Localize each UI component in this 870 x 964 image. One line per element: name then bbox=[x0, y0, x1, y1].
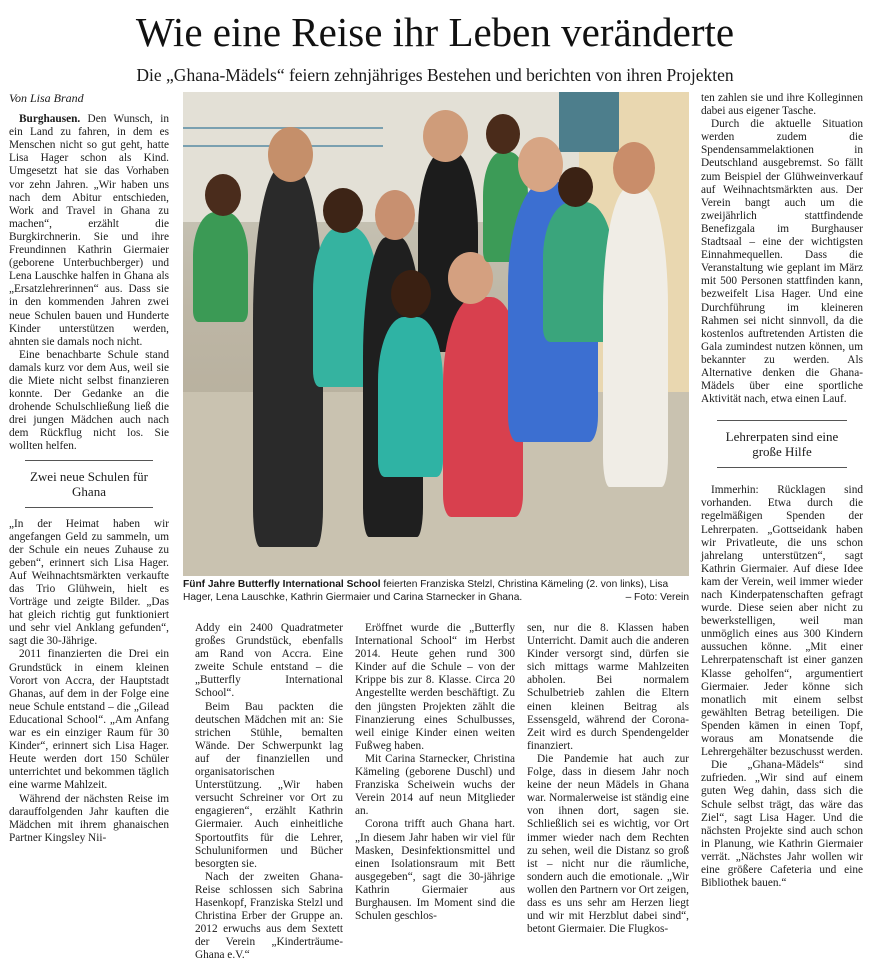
photo-person-head bbox=[375, 190, 415, 240]
photo-child-head bbox=[205, 174, 241, 216]
paragraph: Immerhin: Rücklagen sind vorhanden. Etwa durch die regelmäßigen Spenden der Lehrerpaten. „Gottseidank haben wir Privatleute, die uns schon jahrelang unterstützen“, sagt Kathrin Giermaier. Auf diese Idee kam der Verein, weil immer wieder nach Kinderpatenschaften gefragt wurde. Diese seien aber nicht zu bewerkstelligen, weil man unmöglich eines aus 300 Kindern aussuchen könne. „Mit einer Lehrerpatenschaft ist einer ganzen Klasse geholfen“, argumentiert Giermaier. Jeder könne sich monatlich mit einem selbst gewählten Betrag beteiligen. Die Spenden kämen in einen Topf, woraus am Monatsende die Lehrergehälter bezuschusst werden. bbox=[701, 484, 863, 759]
photo-person-head bbox=[518, 137, 563, 192]
paragraph: Durch die aktuelle Situation werden zudem die Spendensammelaktionen in Deutschland ausgebremst. So fällt zum Beispiel der Glühweinverkauf auf Weihnachtsmärkten aus. Der Verein bangt auch um die zweijährlich stattfindende Benefizgala im Burghauser Stadtsaal – eine der wichtigsten Einnahmequellen. Dass die Veranstaltung wie geplant im März mit 500 Personen stattfinden kann, bezweifelt Lisa Hager. Und eine Durchführung im kleineren Rahmen sei nicht sinnvoll, da die kostenlos auftretenden Artisten die Gala zumindest nutzen können, um bekannter zu werden. Als Alternative denken die Ghana-Mädels über eine sportliche Aktivität nach, etwa einen Lauf. bbox=[701, 118, 863, 406]
column-5 bbox=[701, 92, 863, 890]
photo-person bbox=[603, 187, 668, 487]
photo-child-head bbox=[558, 167, 593, 207]
photo-child-head bbox=[391, 270, 431, 318]
paragraph: ten zahlen sie und ihre Kolleginnen dabei aus eigener Tasche. bbox=[701, 92, 863, 118]
paragraph: Mit Carina Starnecker, Christina Kämeling (geborene Duschl) und Franziska Scheiwein wuchs der Verein 2014 auf neun Mitglieder an. bbox=[355, 752, 515, 818]
paragraph: Addy ein 2400 Quadratmeter großes Grundstück, ebenfalls am Rand von Accra. Eine zweite Schule entstand – die „Butterfly International School“. bbox=[195, 622, 343, 700]
column-2 bbox=[195, 622, 343, 962]
caption-text: feierten Franziska Stelzl, Christina Kämeling (2. von links), Lisa Hager, Lena Lauschke, Kathrin Giermaier und Carina Starnecker in Ghana. bbox=[183, 579, 669, 603]
lead-paragraph bbox=[9, 113, 169, 349]
photo-window bbox=[559, 92, 619, 152]
column-1 bbox=[9, 92, 169, 845]
intertitle-1: Zwei neue Schulen für Ghana bbox=[25, 460, 153, 508]
photo-caption bbox=[183, 578, 689, 604]
dateline: Burghausen. bbox=[19, 113, 81, 126]
photo-child-head bbox=[323, 188, 363, 233]
photo-child bbox=[193, 212, 248, 322]
photo-credit: – Foto: Verein bbox=[625, 592, 689, 603]
byline: Von Lisa Brand bbox=[9, 91, 84, 105]
photo-child bbox=[378, 317, 443, 477]
headline: Wie eine Reise ihr Leben veränderte bbox=[135, 9, 735, 55]
photo-person-head bbox=[613, 142, 655, 194]
article-photo bbox=[183, 92, 689, 576]
photo-child-head bbox=[486, 114, 520, 154]
subheadline: Die „Ghana-Mädels“ feiern zehnjähriges Bestehen und berichten von ihren Projekten bbox=[136, 65, 734, 85]
paragraph: Die Pandemie hat auch zur Folge, dass in diesem Jahr noch keine der neun Mädels in Ghana war. Normalerweise ist ständig eine von ihnen dort, sagen sie. Schließlich sei es wichtig, vor Ort immer wieder nach dem Rechten zu sehen, weil die Distanz so groß ist – nicht nur die räumliche, sondern auch die emotionale. „Wir wollen den Partnern vor Ort zeigen, dass es uns sehr am Herzen liegt und wir mit Herzblut dabei sind“, betont Giermaier. Die Flugkos- bbox=[527, 752, 689, 936]
paragraph: „In der Heimat haben wir angefangen Geld zu sammeln, um der Schule ein neues Zuhause zu geben“, erinnert sich Lisa Hager. Auf Weihnachtsmärkten verkaufte das Trio Glühwein, hielt es Vorträge und zeigte Bilder. „Das hat gleich richtig gut funktioniert und sehr viel Anklang gefunden“, sagt die 30-Jährige. bbox=[9, 517, 169, 648]
paragraph: Beim Bau packten die deutschen Mädchen mit an: Sie strichen Stühle, bemalten Wände. Der Schwerpunkt lag auf der finanziellen und organisatorischen Unterstützung. „Wir haben versucht Schreiner vor Ort zu engagieren“, erzählt Kathrin Giermaier. Auch einheitliche Sportoutfits für die Lehrer, Schuluniformen und Bücher besorgten sie. bbox=[195, 700, 343, 870]
intertitle-2: Lehrerpaten sind eine große Hilfe bbox=[717, 420, 847, 468]
column-4 bbox=[527, 622, 689, 936]
paragraph: Während der nächsten Reise im darauffolgenden Jahr kauften die Mädchen mit ihrem ghanaischen Partner Kingsley Nii- bbox=[9, 792, 169, 844]
paragraph: Corona trifft auch Ghana hart. „In diesem Jahr haben wir viel für Masken, Desinfektionsmittel und einen Isolationsraum mit Bett ausgegeben“, sagt die 30-jährige Kathrin Giermaier aus Burghausen. Im Moment sind die Schulen geschlos- bbox=[355, 818, 515, 923]
caption-title: Fünf Jahre Butterfly International School bbox=[183, 579, 381, 590]
column-3 bbox=[355, 622, 515, 923]
paragraph: Die „Ghana-Mädels“ sind zufrieden. „Wir sind auf einem guten Weg dahin, dass sich die Schule selbst trägt, das wäre das Ziel“, sagt Lisa Hager. Und die nächsten Projekte sind auch schon in Planung, wie Kathrin Giermaier verrät. „Nächstes Jahr wollen wir eine größere Cafeteria und eine Bibliothek bauen.“ bbox=[701, 759, 863, 890]
paragraph: Nach der zweiten Ghana-Reise schlossen sich Sabrina Hasenkopf, Franziska Stelzl und Christina Erber der Gruppe an. 2012 erwuchs aus dem Sextett der Verein „Kinderträume-Ghana e.V.“ bbox=[195, 870, 343, 962]
paragraph: 2011 finanzierten die Drei ein Grundstück in einem kleinen Vorort von Accra, der Hauptstadt Ghanas, auf dem in der Folge eine neue Schule entstand – die „Gilead Educational School“. „Am Anfang war es ein einziger Raum für 30 Kinder“, erinnert sich Lisa Hager. Heute werden dort 150 Schüler unterrichtet und bekommen täglich eine warme Mahlzeit. bbox=[9, 648, 169, 792]
paragraph-text: Den Wunsch, in ein Land zu fahren, in dem es Menschen nicht so gut geht, hatte Lisa Hager schon als Kind. Umgesetzt hat sie das Vorhaben vor zehn Jahren. „Wir haben uns nach dem Abitur entschieden, Work and Travel in Ghana zu machen“, erzählt die Burgkirchnerin. Sie und ihre Freundinnen Kathrin Giermaier (geborene Unterbuchberger) und Lena Lauschke halfen in Ghana als „Ersatzlehrerinnen“ aus. Dass sie in den kommenden Jahren zwei neue Schulen bauen und Hunderte Kinder unterstützen werden, ahnten sie damals noch nicht. bbox=[9, 113, 169, 348]
paragraph: Eine benachbarte Schule stand damals kurz vor dem Aus, weil sie die Miete nicht selbst finanzieren konnte. Der Gedanke an die drohende Schulschließung ließ die drei jungen Mädchen auch nach dem Rückflug nicht los. Sie wollten helfen. bbox=[9, 348, 169, 453]
paragraph: Eröffnet wurde die „Butterfly International School“ im Herbst 2014. Heute gehen rund 300 Kinder auf die Schule – von der Krippe bis zur 8. Klasse. Circa 20 Angestellte werden beschäftigt. Zu den jüngsten Projekten zählt die Finanzierung eines Schulbusses, weil einige Kinder einen weiten Fußweg haben. bbox=[355, 622, 515, 752]
photo-person-head bbox=[423, 110, 468, 162]
photo-person-head bbox=[268, 127, 313, 182]
paragraph: sen, nur die 8. Klassen haben Unterricht. Damit auch die anderen Kinder versorgt sind, dürfen sie sich mittags warme Mahlzeiten abholen. Bei normalem Schulbetrieb zahlen die Eltern einen kleinen Beitrag als Essensgeld, während der Corona-Zeit wird es durch Spendengelder finanziert. bbox=[527, 622, 689, 752]
